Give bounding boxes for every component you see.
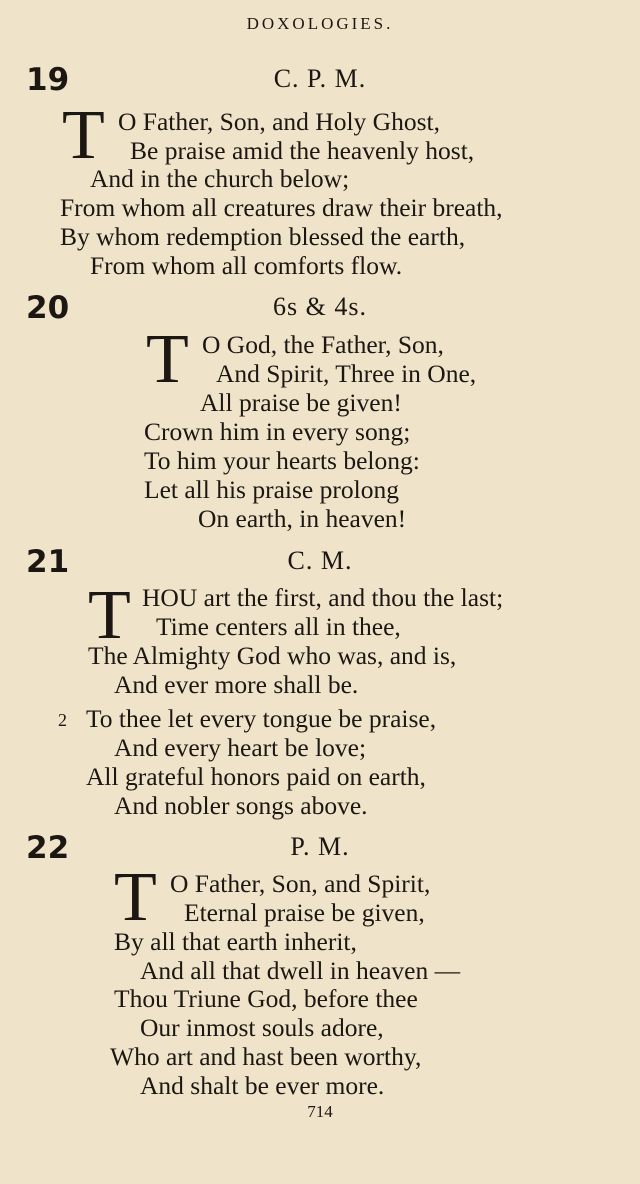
hymn-header <box>0 290 640 330</box>
hymn-meter: C. P. M. <box>273 64 367 93</box>
hymn-header <box>0 830 640 870</box>
verse-line: Our inmost souls adore, <box>140 1013 384 1042</box>
verse-line: HOU art the first, and thou the last; <box>142 583 504 612</box>
running-head: DOXOLOGIES. <box>246 14 394 33</box>
verse-line: And in the church below; <box>90 164 350 193</box>
verse-line: Be praise amid the heavenly host, <box>130 136 475 165</box>
hymn-number: 22 <box>26 830 70 866</box>
verse-line: And Spirit, Three in One, <box>216 359 477 388</box>
verse-line: By whom redemption blessed the earth, <box>60 222 466 251</box>
drop-cap: T <box>88 577 131 654</box>
drop-cap: T <box>62 97 105 174</box>
verse-line: To thee let every tongue be praise, <box>86 704 437 733</box>
verse-line: Thou Triune God, before thee <box>114 984 418 1013</box>
verse-line: Who art and hast been worthy, <box>110 1042 422 1071</box>
verse-line: Crown him in every song; <box>144 417 411 446</box>
verse-line: From whom all comforts flow. <box>90 251 403 280</box>
verse-line: O Father, Son, and Spirit, <box>170 869 431 898</box>
verse-line: And every heart be love; <box>114 733 367 762</box>
hymn-meter: 6s & 4s. <box>273 292 367 321</box>
hymn-number: 21 <box>26 544 70 580</box>
drop-cap: T <box>114 859 157 936</box>
verse-line: All praise be given! <box>200 388 402 417</box>
verse-line: The Almighty God who was, and is, <box>88 641 457 670</box>
verse-line: And all that dwell in heaven — <box>140 956 461 985</box>
page-number: 714 <box>307 1102 333 1121</box>
verse-line: O Father, Son, and Holy Ghost, <box>118 107 440 136</box>
verse-line: O God, the Father, Son, <box>202 330 444 359</box>
verse-line: Time centers all in thee, <box>156 612 401 641</box>
verse-line: Eternal praise be given, <box>184 898 425 927</box>
hymn-number: 20 <box>26 290 70 326</box>
verse-line: All grateful honors paid on earth, <box>86 762 426 791</box>
verse-line: And shalt be ever more. <box>140 1071 385 1100</box>
verse-line: By all that earth inherit, <box>114 927 357 956</box>
verse-line: From whom all creatures draw their breath, <box>60 193 503 222</box>
hymn-header <box>0 62 640 102</box>
verse-line: And ever more shall be. <box>114 670 359 699</box>
drop-cap: T <box>146 321 189 398</box>
verse-line: Let all his praise prolong <box>144 475 399 504</box>
verse-line: On earth, in heaven! <box>198 504 407 533</box>
stanza-number: 2 <box>58 710 67 730</box>
hymn-number: 19 <box>26 62 70 98</box>
hymn-meter: P. M. <box>290 832 350 861</box>
verse-line: And nobler songs above. <box>114 791 368 820</box>
verse-line: To him your hearts belong: <box>144 446 420 475</box>
hymn-meter: C. M. <box>287 546 353 575</box>
